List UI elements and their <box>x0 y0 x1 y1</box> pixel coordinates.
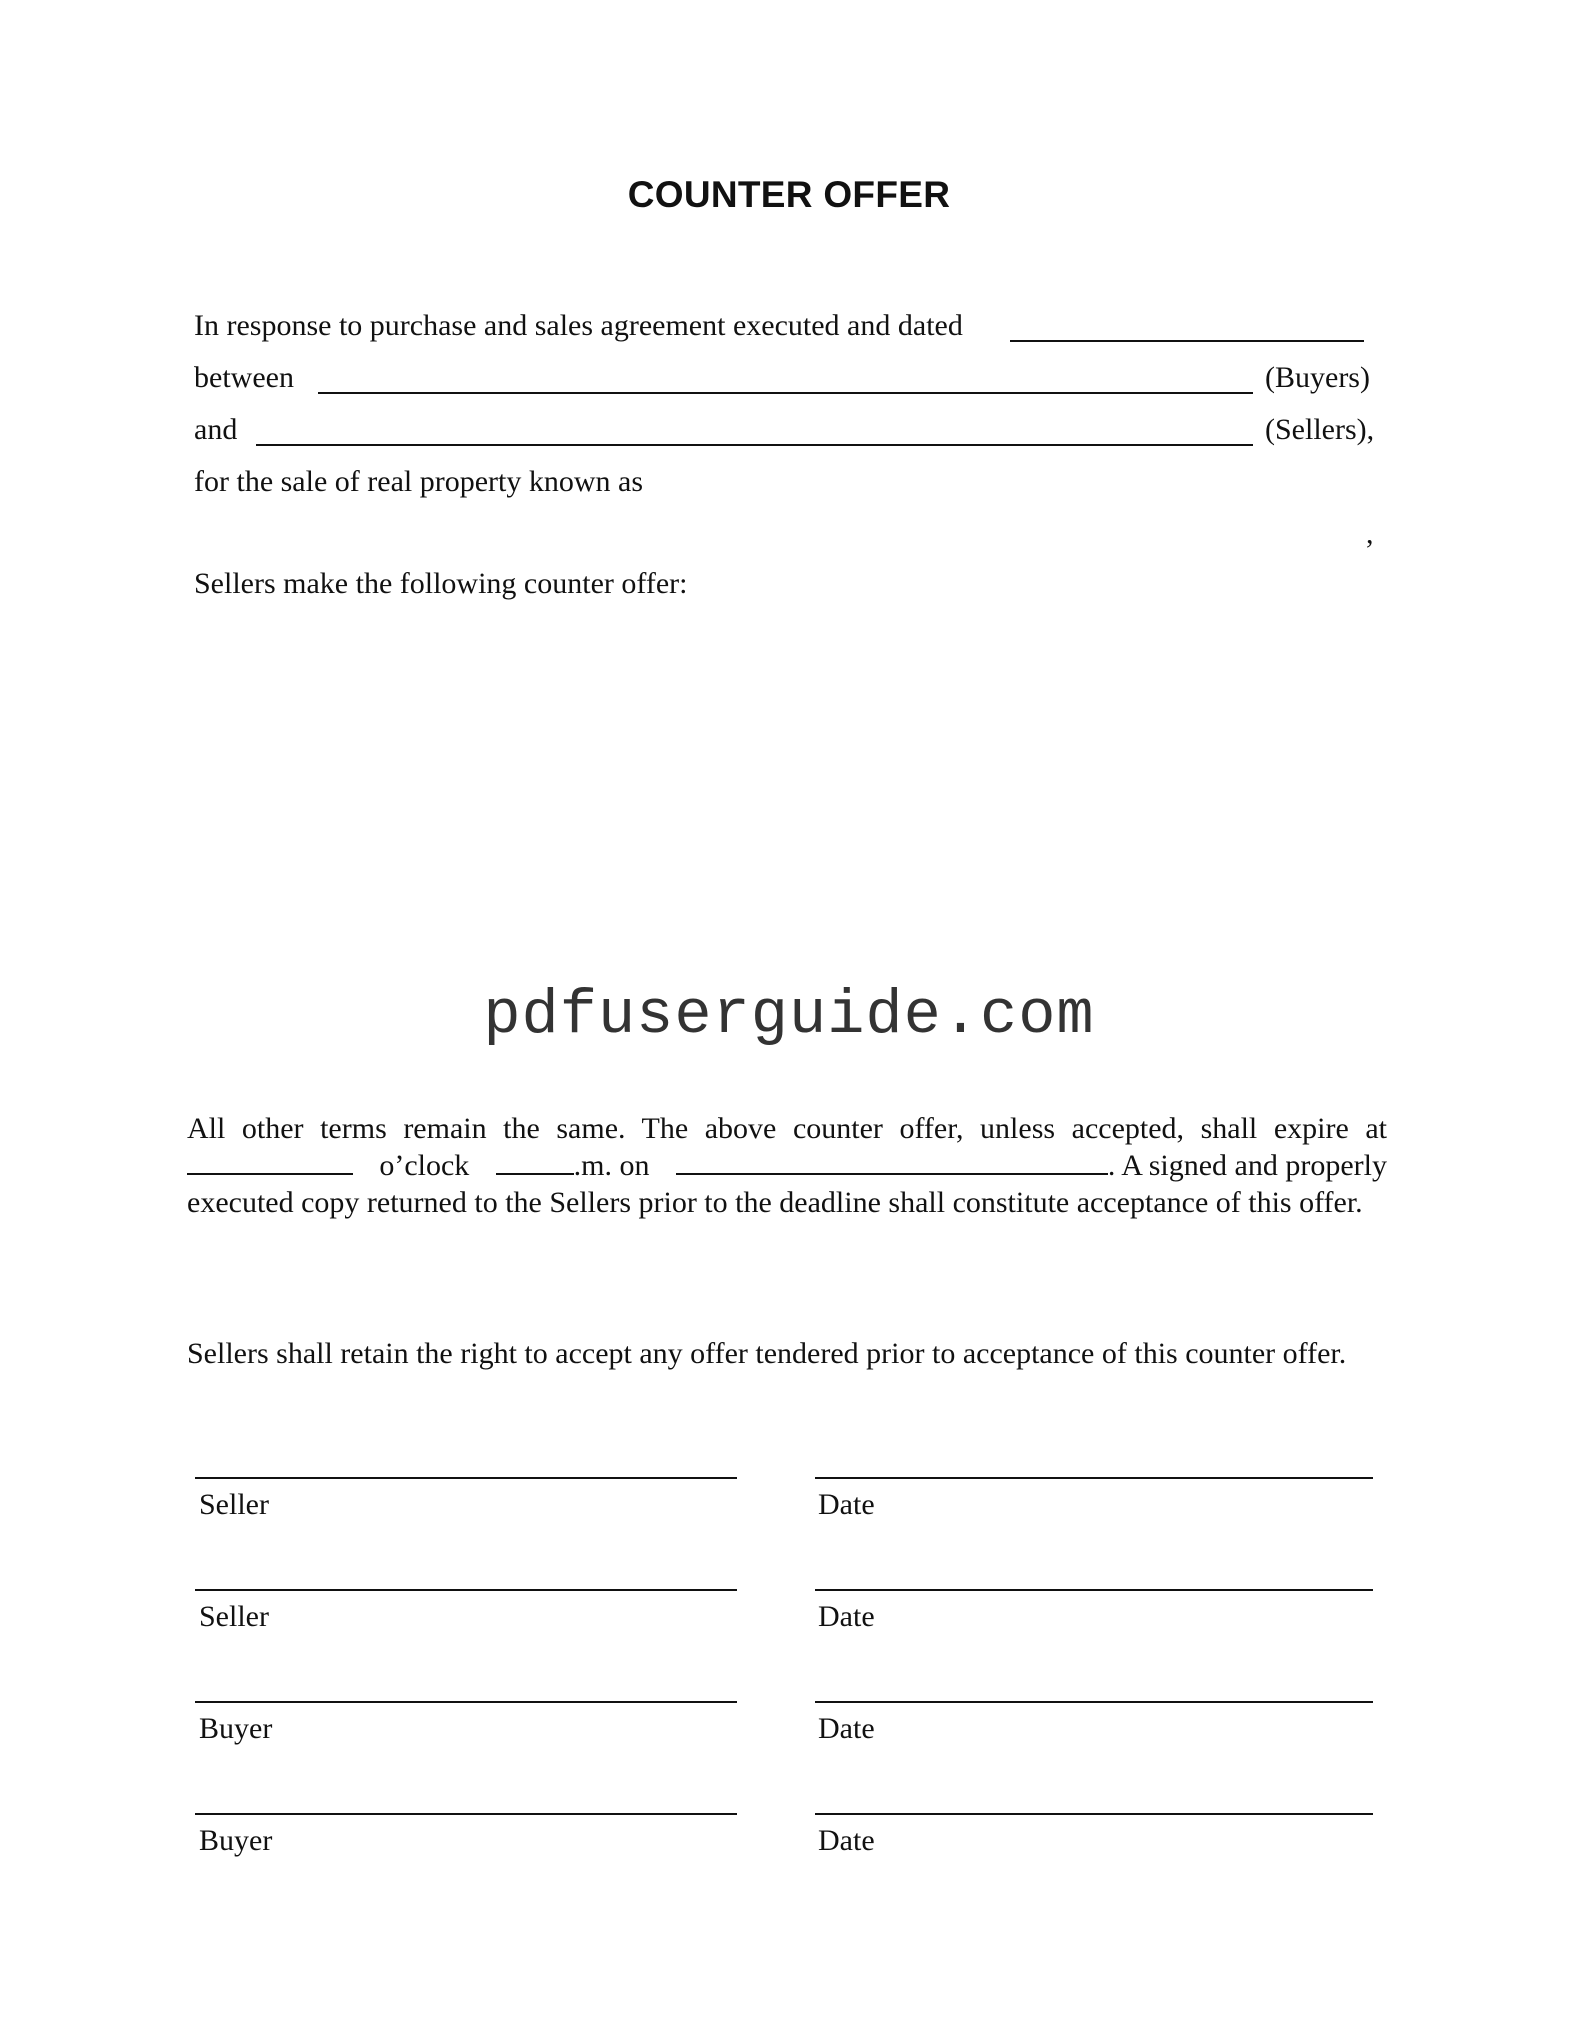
page-title: COUNTER OFFER <box>627 174 951 215</box>
seller-signature-line-2[interactable] <box>195 1589 737 1591</box>
date-line-4[interactable] <box>815 1813 1373 1815</box>
intro-line-buyers <box>194 360 294 396</box>
date-line-1[interactable] <box>815 1477 1373 1479</box>
date-label-3: Date <box>818 1712 875 1745</box>
signature-label-4: Buyer <box>199 1824 273 1857</box>
sellers-label: (Sellers), <box>1265 413 1375 446</box>
expire-date-field[interactable] <box>676 1149 1108 1175</box>
expire-hour-field[interactable] <box>187 1149 353 1175</box>
signature-label-3: Buyer <box>199 1712 273 1745</box>
counter-offer-intro: Sellers make the following counter offer: <box>194 567 688 600</box>
buyers-name-field[interactable] <box>318 392 1253 394</box>
intro-dated-text: In response to purchase and sales agreement executed and dated <box>194 309 963 342</box>
terms-line-c: executed copy returned to the Sellers prior to the deadline shall constitute acceptance of this offer. <box>187 1186 1363 1219</box>
m-on-text: .m. on <box>573 1149 650 1182</box>
retain-right-statement: Sellers shall retain the right to accept any offer tendered prior to acceptance of this counter offer. <box>187 1337 1347 1370</box>
terms-line-a: All other terms remain the same. The above counter offer, unless accepted, shall expire at <box>187 1112 1387 1145</box>
am-pm-field[interactable] <box>496 1149 574 1175</box>
terms-line-b <box>187 1147 1387 1184</box>
between-label: between <box>194 361 294 394</box>
counter-offer-terms-area[interactable] <box>187 610 1387 950</box>
oclock-text: o’clock <box>379 1149 470 1182</box>
date-line-2[interactable] <box>815 1589 1373 1591</box>
property-line: for the sale of real property known as <box>194 465 644 498</box>
sellers-name-field[interactable] <box>256 444 1253 446</box>
buyer-signature-line-1[interactable] <box>195 1701 737 1703</box>
signature-label-1: Seller <box>199 1488 269 1521</box>
date-label-1: Date <box>818 1488 875 1521</box>
date-line-3[interactable] <box>815 1701 1373 1703</box>
and-label: and <box>194 413 238 446</box>
signed-text: . A signed and properly <box>1107 1149 1387 1182</box>
agreement-date-field[interactable] <box>1010 340 1364 342</box>
buyer-signature-line-2[interactable] <box>195 1813 737 1815</box>
date-label-2: Date <box>818 1600 875 1633</box>
buyers-label: (Buyers) <box>1265 361 1370 394</box>
date-label-4: Date <box>818 1824 875 1857</box>
seller-signature-line-1[interactable] <box>195 1477 737 1479</box>
intro-line-sellers <box>194 412 237 448</box>
signature-label-2: Seller <box>199 1600 269 1633</box>
intro-line-dated <box>194 308 963 344</box>
watermark: pdfuserguide.com <box>483 980 1095 1051</box>
terms-paragraph <box>187 1110 1387 1221</box>
property-comma: , <box>1366 517 1374 550</box>
